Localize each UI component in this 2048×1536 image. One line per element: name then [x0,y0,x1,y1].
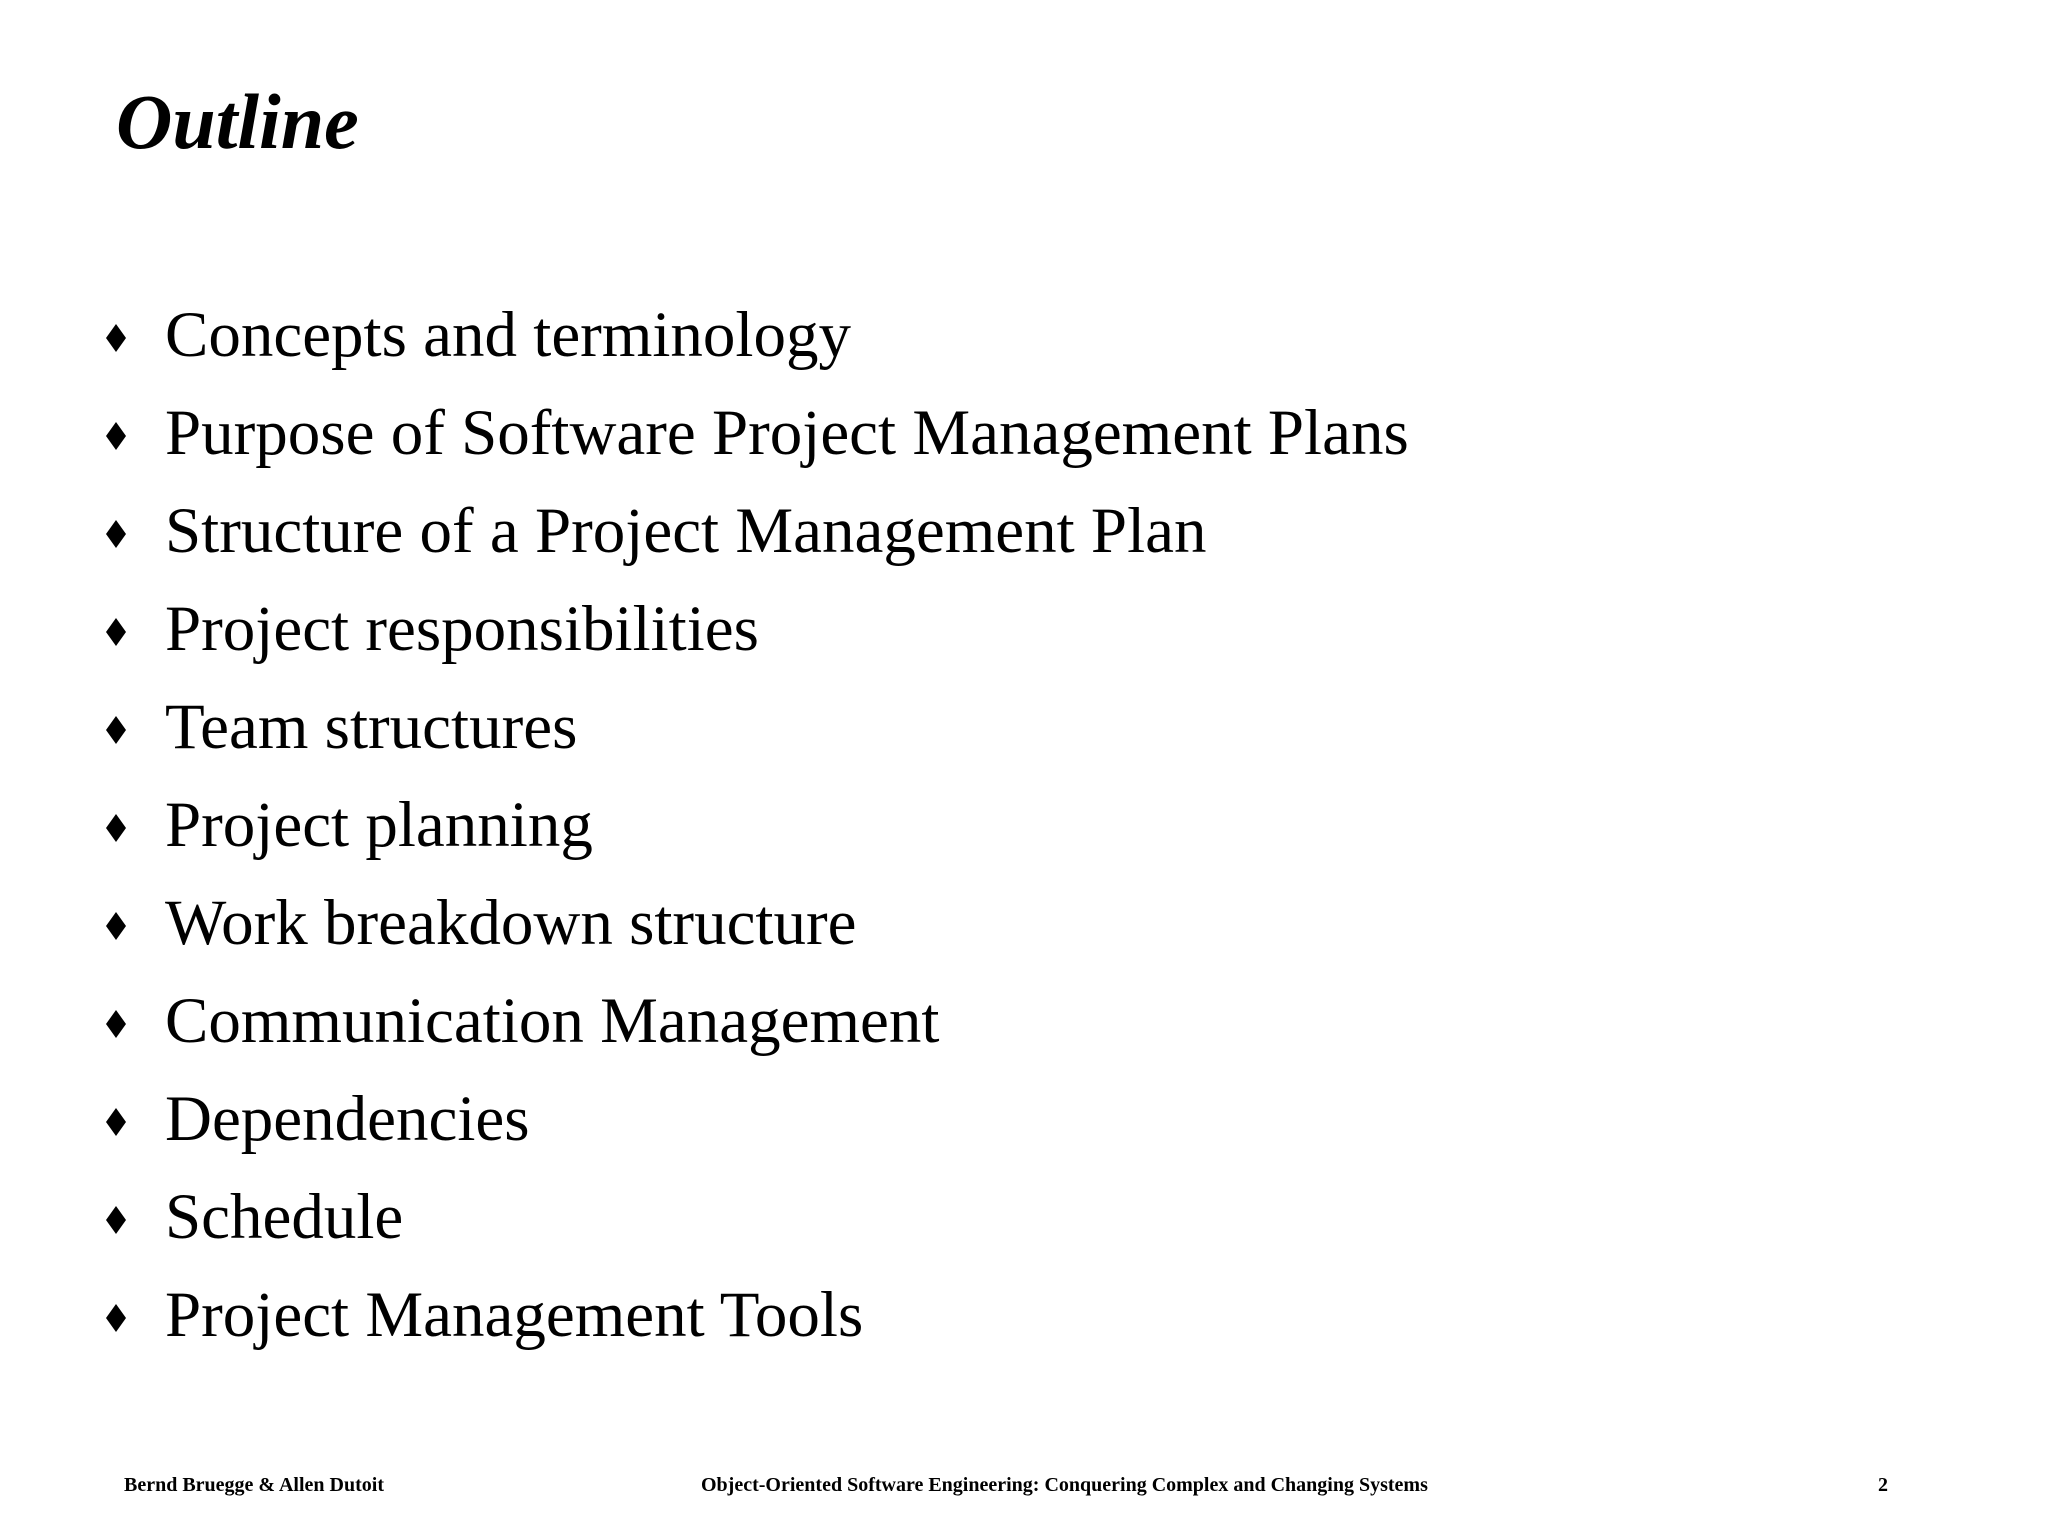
list-item-label: Project Management Tools [165,1279,864,1351]
list-item-label: Schedule [165,1181,404,1253]
page-number: 2 [1878,1474,1888,1496]
list-item-label: Project planning [165,789,593,861]
slide-title: Outline [116,78,359,165]
list-item-label: Concepts and terminology [165,299,851,371]
list-item-label: Purpose of Software Project Management Plans [165,397,1409,469]
list-item-label: Communication Management [165,985,940,1057]
footer-authors: Bernd Bruegge & Allen Dutoit [124,1474,384,1496]
list-item-label: Dependencies [165,1083,530,1155]
list-item-label: Structure of a Project Management Plan [165,495,1207,567]
list-item-label: Project responsibilities [165,593,759,665]
list-item-label: Team structures [165,691,578,763]
footer-book-title: Object-Oriented Software Engineering: Conquering Complex and Changing Systems [701,1474,1428,1496]
list-item-label: Work breakdown structure [165,887,857,959]
